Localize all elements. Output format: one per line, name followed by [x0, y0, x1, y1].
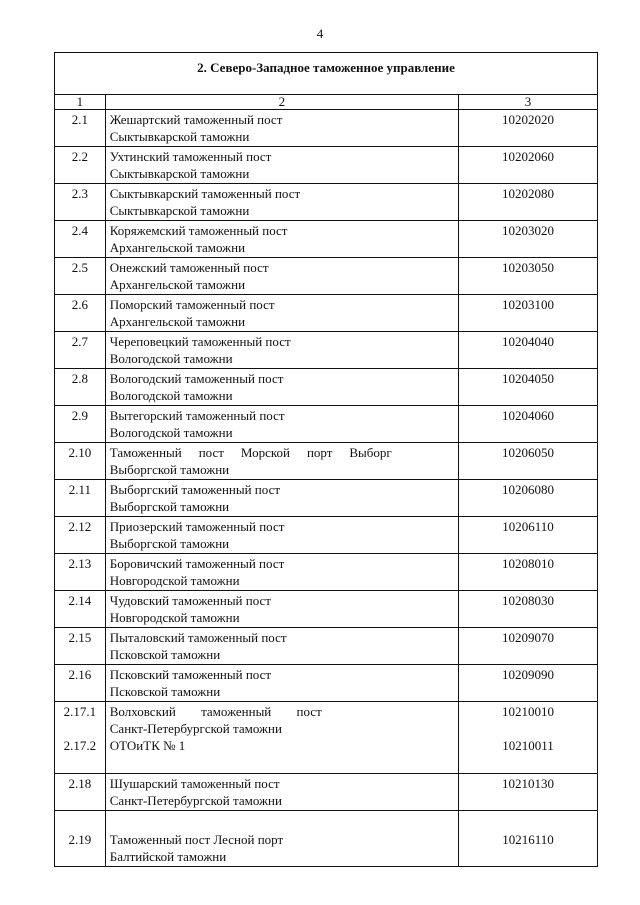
post-code: 10203050: [459, 258, 598, 295]
customs-posts-table: [54, 52, 598, 867]
table-row: [55, 443, 598, 480]
table-row: [55, 332, 598, 369]
post-name-cell: [105, 332, 458, 369]
post-name-cell: [105, 406, 458, 443]
row-number: 2.11: [55, 480, 106, 517]
table-row: [55, 258, 598, 295]
row-number: 2.13: [55, 554, 106, 591]
post-code: 10210010: [502, 704, 555, 719]
table-row: [55, 221, 598, 258]
department-name: ОТОиТК № 1: [109, 738, 186, 753]
row-number: 2.7: [55, 332, 106, 369]
post-name-cell: [105, 110, 458, 147]
table-row: [55, 554, 598, 591]
customs-office-name: Санкт-Петербургской таможни: [109, 721, 282, 736]
table-row: [55, 369, 598, 406]
customs-office-name: Санкт-Петербургской таможни: [109, 793, 282, 808]
post-code: 10208010: [459, 554, 598, 591]
post-name-cell: [105, 591, 458, 628]
row-number-cell: [55, 702, 106, 774]
post-name: Таможенный пост Лесной порт: [109, 832, 284, 847]
post-name-word: Таможенный: [109, 445, 182, 460]
post-name: Псковский таможенный пост: [109, 667, 272, 682]
customs-office-name: Сыктывкарской таможни: [109, 203, 250, 218]
post-name-cell: [105, 665, 458, 702]
post-name: Жешартский таможенный пост: [109, 112, 283, 127]
post-code: 10209070: [459, 628, 598, 665]
customs-office-name: Архангельской таможни: [109, 314, 246, 329]
row-number: 2.10: [55, 443, 106, 480]
customs-office-name: Новгородской таможни: [109, 573, 240, 588]
customs-office-name: Выборгской таможни: [109, 462, 230, 477]
customs-office-name: Вологодской таможни: [109, 388, 233, 403]
post-name-cell: [105, 369, 458, 406]
row-number: 2.17.2: [63, 738, 97, 753]
table-row: [55, 295, 598, 332]
post-name-cell: [105, 774, 458, 811]
row-number: 2.3: [55, 184, 106, 221]
post-name: Выборгский таможенный пост: [109, 482, 281, 497]
post-name-cell: [105, 221, 458, 258]
table-row: [55, 480, 598, 517]
post-name: [110, 444, 392, 461]
post-name-word: таможенный: [201, 704, 272, 719]
post-name: Онежский таможенный пост: [109, 260, 269, 275]
row-number: 2.8: [55, 369, 106, 406]
post-name-line-1: [110, 703, 322, 720]
post-name: Вологодский таможенный пост: [109, 371, 284, 386]
table-row: [55, 628, 598, 665]
post-name: Поморский таможенный пост: [109, 297, 275, 312]
column-header-1: 1: [55, 95, 106, 110]
post-name-cell: [105, 628, 458, 665]
post-code: 10204040: [459, 332, 598, 369]
post-code: 10203100: [459, 295, 598, 332]
post-name-cell: [105, 554, 458, 591]
section-title-row: [55, 53, 598, 95]
row-number: 2.12: [55, 517, 106, 554]
post-name: Пыталовский таможенный пост: [109, 630, 287, 645]
table-row-2-19: [55, 811, 598, 867]
row-number: 2.19: [55, 811, 106, 867]
customs-office-name: Сыктывкарской таможни: [109, 129, 250, 144]
post-code: 10202060: [459, 147, 598, 184]
row-number: 2.2: [55, 147, 106, 184]
post-name: Череповецкий таможенный пост: [109, 334, 291, 349]
table-row: [55, 184, 598, 221]
table-row: [55, 406, 598, 443]
post-code: 10202080: [459, 184, 598, 221]
post-name-word: пост: [296, 704, 322, 719]
post-name-word: пост: [198, 445, 224, 460]
row-number: 2.1: [55, 110, 106, 147]
post-name: Коряжемский таможенный пост: [109, 223, 288, 238]
post-code: 10206050: [459, 443, 598, 480]
table-row: [55, 110, 598, 147]
column-number-row: [55, 95, 598, 110]
post-code: 10209090: [459, 665, 598, 702]
post-name: Боровичский таможенный пост: [109, 556, 285, 571]
page-number: 4: [316, 26, 324, 41]
row-number: 2.4: [55, 221, 106, 258]
post-name-cell: [105, 295, 458, 332]
post-name-word: Морской: [240, 445, 290, 460]
row-number: 2.14: [55, 591, 106, 628]
post-name-cell: [105, 443, 458, 480]
table-row-2-18: [55, 774, 598, 811]
customs-office-name: Архангельской таможни: [109, 277, 246, 292]
post-name-word: Выборг: [349, 445, 392, 460]
table-row: [55, 591, 598, 628]
row-number: 2.6: [55, 295, 106, 332]
post-code-cell: [459, 702, 598, 774]
customs-office-name: Сыктывкарской таможни: [109, 166, 250, 181]
row-number: 2.15: [55, 628, 106, 665]
post-name-cell: [105, 811, 458, 867]
post-name-cell: [105, 184, 458, 221]
customs-office-name: Вологодской таможни: [109, 425, 233, 440]
row-number: 2.9: [55, 406, 106, 443]
post-name: Приозерский таможенный пост: [109, 519, 285, 534]
table-row-2-17: [55, 702, 598, 774]
post-code: 10210130: [459, 774, 598, 811]
post-name-word: порт: [306, 445, 333, 460]
table-row: [55, 147, 598, 184]
table-row: [55, 665, 598, 702]
row-number: 2.17.1: [63, 704, 97, 719]
post-name: Вытегорский таможенный пост: [109, 408, 285, 423]
post-code: 10208030: [459, 591, 598, 628]
post-name: Шушарский таможенный пост: [109, 776, 280, 791]
post-code: 10204060: [459, 406, 598, 443]
customs-office-name: Балтийской таможни: [109, 849, 227, 864]
table-row: [55, 517, 598, 554]
post-name-cell: [105, 147, 458, 184]
customs-office-name: Новгородской таможни: [109, 610, 240, 625]
post-name: Чудовский таможенный пост: [109, 593, 271, 608]
post-code: 10210011: [502, 738, 554, 753]
customs-office-name: Архангельской таможни: [109, 240, 246, 255]
column-header-3: 3: [459, 95, 598, 110]
post-name: Сыктывкарский таможенный пост: [109, 186, 301, 201]
post-code: 10206080: [459, 480, 598, 517]
row-number: 2.18: [55, 774, 106, 811]
post-code: 10203020: [459, 221, 598, 258]
column-header-2: 2: [105, 95, 458, 110]
row-number: 2.5: [55, 258, 106, 295]
customs-office-name: Выборгской таможни: [109, 499, 230, 514]
customs-office-name: Псковской таможни: [109, 647, 221, 662]
post-name-cell: [105, 702, 458, 774]
section-title: 2. Северо-Западное таможенное управление: [55, 53, 598, 95]
post-name-cell: [105, 517, 458, 554]
post-name-word: Волховский: [109, 704, 176, 719]
post-name: Ухтинский таможенный пост: [109, 149, 272, 164]
row-number: 2.16: [55, 665, 106, 702]
post-code: 10204050: [459, 369, 598, 406]
customs-office-name: Вологодской таможни: [109, 351, 233, 366]
post-name-cell: [105, 258, 458, 295]
post-code: 10206110: [459, 517, 598, 554]
customs-office-name: Псковской таможни: [109, 684, 221, 699]
post-name-cell: [105, 480, 458, 517]
customs-office-name: Выборгской таможни: [109, 536, 230, 551]
post-code: 10202020: [459, 110, 598, 147]
post-code: 10216110: [459, 811, 598, 867]
